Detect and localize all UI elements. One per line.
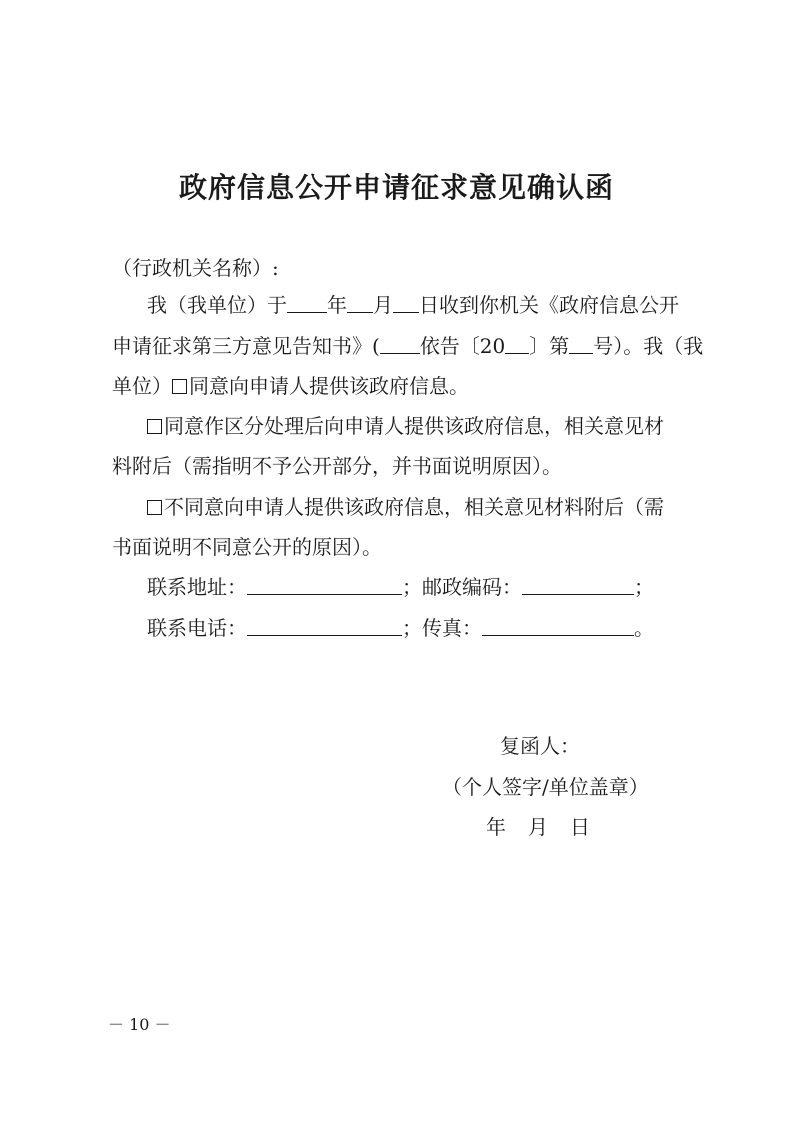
document-title: 政府信息公开申请征求意见确认函: [178, 171, 614, 204]
agree-checkbox[interactable]: [172, 379, 187, 394]
para1-text: 日收到你机关《政府信息公开: [419, 293, 679, 317]
fax-label: 传真：: [422, 616, 482, 640]
notice-prefix-blank[interactable]: [380, 335, 420, 354]
para1-line3: [112, 374, 469, 398]
contact-line1: [147, 575, 654, 599]
para1-text: 我（我单位）于: [147, 293, 287, 317]
phone-label: 联系电话：: [147, 616, 247, 640]
page-number: － 10 －: [108, 1015, 171, 1034]
disagree-label: 不同意向申请人提供该政府信息，相关意见材料附后（需: [164, 495, 664, 519]
separator: ；: [402, 575, 422, 599]
postcode-blank[interactable]: [522, 576, 634, 595]
reply-label: 复函人：: [500, 734, 580, 758]
year-blank[interactable]: [287, 294, 327, 313]
line-end: 。: [634, 616, 654, 640]
para1-text: 号）。我（我: [593, 334, 704, 358]
option2-line1: [147, 414, 664, 438]
para1-text: 月: [373, 293, 393, 317]
disagree-checkbox[interactable]: [147, 500, 162, 515]
para1-line1: [147, 293, 679, 317]
addressee-line: （行政机关名称）:: [112, 256, 279, 280]
fax-blank[interactable]: [482, 617, 634, 636]
signature-note: （个人签字/单位盖章）: [442, 775, 649, 799]
notice-year-blank[interactable]: [505, 335, 529, 354]
para1-text: 依告〔20: [419, 334, 506, 358]
para1-text: 申请征求第三方意见告知书》(: [112, 334, 380, 358]
partial-agree-label: 同意作区分处理后向申请人提供该政府信息，相关意见材: [164, 414, 664, 438]
para1-text: 〕第: [529, 334, 570, 358]
para1-text: 年: [327, 293, 347, 317]
line-end: ；: [634, 575, 654, 599]
para1-text: 单位）: [112, 374, 172, 398]
postcode-label: 邮政编码：: [422, 575, 522, 599]
address-label: 联系地址：: [147, 575, 247, 599]
agree-option-label: 同意向申请人提供该政府信息。: [189, 374, 469, 398]
month-blank[interactable]: [347, 294, 373, 313]
option3-line1: [147, 495, 664, 519]
notice-number-blank[interactable]: [569, 335, 593, 354]
phone-blank[interactable]: [247, 617, 402, 636]
date-line: [486, 815, 590, 839]
option3-line2: 书面说明不同意公开的原因）。: [112, 535, 382, 559]
separator: ；: [402, 616, 422, 640]
address-blank[interactable]: [247, 576, 402, 595]
date-month-label: 月: [528, 815, 548, 839]
contact-line2: [147, 616, 654, 640]
date-year-label: 年: [486, 815, 506, 839]
para1-line2: [112, 334, 703, 358]
date-day-label: 日: [570, 815, 590, 839]
day-blank[interactable]: [393, 294, 419, 313]
option2-line2: 料附后（需指明不予公开部分，并书面说明原因）。: [112, 454, 562, 478]
partial-agree-checkbox[interactable]: [147, 419, 162, 434]
